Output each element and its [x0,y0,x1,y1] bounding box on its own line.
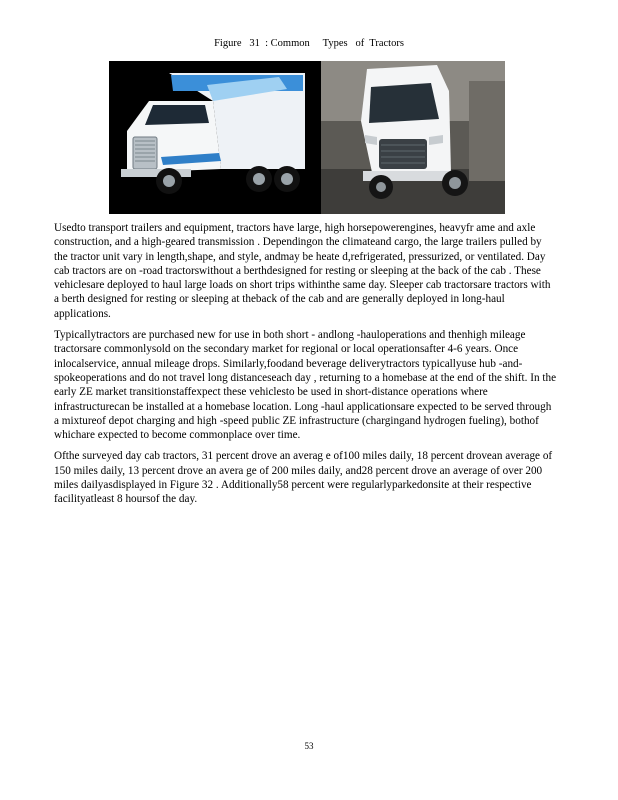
figure-caption: Figure 31 : Common Types of Tractors [214,38,404,49]
paragraph: Usedto transport trailers and equipment, tractors have large, high horsepowerengines, heavyfr ame and axle construction, and a high-geared transmission . Dependingon the climateand cargo, the large trailers pulled by the tractor unit vary in length,shape, and style, andmay be heate d,refrigerated, pressurized, or ventilated. Day cab tractors are on -road tractorswithout a berthdesigned for resting or sleeping at the back of the cab . These vehiclesare deployed to haul large loads on short trips withinthe same day. Sleeper cab tractorsare tractors with a berth designed for resting or sleeping at theback of the cab and are generally deployed in long-haul applications. [54,222,551,320]
page-number: 53 [304,741,314,751]
paragraph: Ofthe surveyed day cab tractors, 31 percent drove an averag e of100 miles daily, 18 percent drovean average of 150 miles daily, 13 percent drove an avera ge of 200 miles daily, and28 percent drove an average of over 200 miles dailyasdisplayed in Figure 32 . Additionally58 percent were regularlyparkedonsite at their respective facilityatleast 8 hoursof the day. [54,450,553,506]
paragraph: Typicallytractors are purchased new for use in both short - andlong -hauloperations and thenhigh mileage tractorsare commonlysold on the secondary market for regional or local operationsafter 4-6 years. Once inlocalservice, annual mileage drops. Similarly,foodand beverage deliverytractors typicallyuse hub -and-spokeoperations and do not travel long distanceseach day , returning to a homebase at the end of the shift. In the early ZE market transitionstaffexpect these vehiclesto be used in short-distance operations where infrastructurecan be installed at a homebase location. Long -haul applicationsare expected to be served through a mixtureof depot charging and high -speed public ZE infrastructure (chargingand hydrogen fueling), bothof whichare expected to become commonplace over time. [54,329,557,442]
figure-image [109,61,505,214]
day-cab-tractor-image [321,61,505,214]
body-text [54,221,558,514]
sleeper-cab-tractor-image [109,61,321,214]
